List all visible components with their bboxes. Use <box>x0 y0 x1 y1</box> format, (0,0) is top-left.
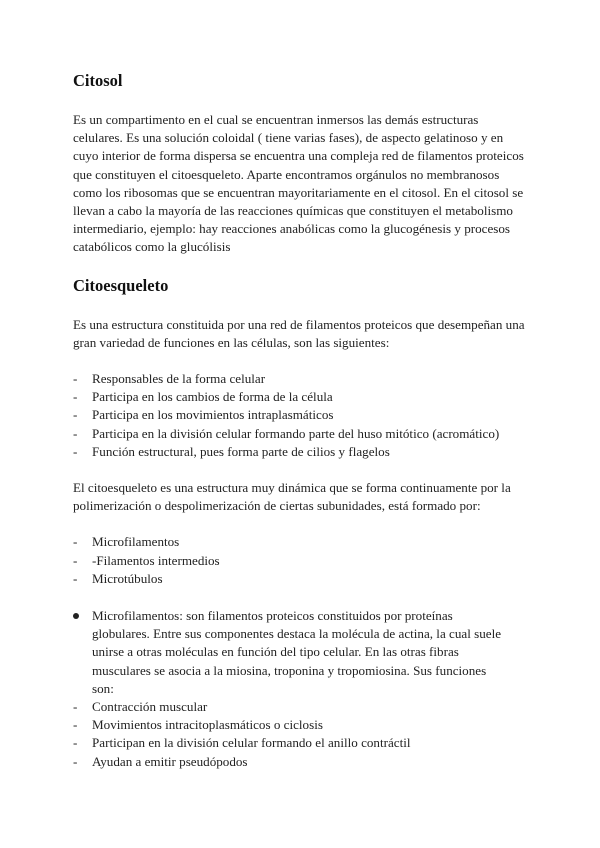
list-item-text: Contracción muscular <box>92 699 208 715</box>
dash-marker: - <box>73 552 78 568</box>
list-item <box>73 533 529 551</box>
paragraph-line: unirse a otras moléculas en función del tipo celular. En las otras fibras <box>92 644 459 660</box>
microfilament-functions-list <box>73 698 529 771</box>
list-item-text: Participa en la división celular formando parte del huso mitótico (acromático) <box>92 425 500 441</box>
paragraph-line: intermediario, ejemplo: hay reacciones anabólicas como la glucogénesis y procesos <box>73 221 511 237</box>
list-item <box>73 425 529 443</box>
dash-marker: - <box>73 570 78 586</box>
heading-citosol: Citosol <box>73 71 123 90</box>
dash-marker: - <box>73 407 78 423</box>
microfilaments-paragraph <box>92 607 529 698</box>
list-item-text: Participan en la división celular formando el anillo contráctil <box>92 735 411 751</box>
paragraph-line: El citoesqueleto es una estructura muy dinámica que se forma continuamente por la <box>73 480 511 496</box>
paragraph-line: llevan a cabo la mayoría de las reacciones químicas que constituyen el metabolismo <box>73 203 513 219</box>
dash-marker: - <box>73 717 78 733</box>
list-item <box>73 698 529 716</box>
list-item <box>73 406 529 424</box>
paragraph-line: Es una estructura constituida por una red de filamentos proteicos que desempeñan una <box>73 316 525 332</box>
functions-list <box>73 370 529 461</box>
citoesqueleto-intro <box>73 316 529 352</box>
paragraph-line: Es un compartimento en el cual se encuentran inmersos las demás estructuras <box>73 112 479 127</box>
list-item-text: Participa en los cambios de forma de la célula <box>92 389 333 405</box>
paragraph-line: musculares se asocia a la miosina, troponina y tropomiosina. Sus funciones <box>92 662 487 678</box>
list-item-text: Función estructural, pues forma parte de cilios y flagelos <box>92 443 390 459</box>
list-item <box>73 443 529 461</box>
dash-marker: - <box>73 699 78 715</box>
list-item-text: Microfilamentos <box>92 534 180 550</box>
paragraph-line: polimerización o despolimerización de ciertas subunidades, está formado por: <box>73 498 481 514</box>
dash-marker: - <box>73 425 78 441</box>
document-page <box>73 64 529 771</box>
list-item <box>73 753 529 771</box>
list-item-text: Microtúbulos <box>92 570 163 586</box>
dash-marker: - <box>73 443 78 459</box>
heading-citoesqueleto: Citoesqueleto <box>73 275 169 295</box>
paragraph-line: son: <box>92 680 114 696</box>
list-item-text: Participa en los movimientos intraplasmáticos <box>92 407 334 423</box>
paragraph-line: celulares. Es una solución coloidal ( tiene varias fases), de aspecto gelatinoso y en <box>73 130 504 146</box>
components-list <box>73 533 529 588</box>
list-item-text: Movimientos intracitoplasmáticos o ciclosis <box>92 717 323 733</box>
paragraph-line: como los ribosomas que se encuentran mayoritariamente en el citosol. En el citosol se <box>73 184 524 200</box>
list-item-text: -Filamentos intermedios <box>92 552 220 568</box>
list-item <box>73 370 529 388</box>
dash-marker: - <box>73 753 78 769</box>
microfilaments-bullet <box>73 607 529 698</box>
citoesqueleto-dynamic <box>73 479 529 515</box>
paragraph-line: que constituyen el citoesqueleto. Aparte encontramos orgánulos no membranosos <box>73 166 500 182</box>
paragraph-line: cuyo interior de forma dispersa se encuentra una compleja red de filamentos proteicos <box>73 148 524 164</box>
dash-marker: - <box>73 371 78 387</box>
list-item-text: Responsables de la forma celular <box>92 371 266 387</box>
dash-marker: - <box>73 735 78 751</box>
bullet-dot-icon <box>73 613 79 619</box>
list-item-text: Ayudan a emitir pseudópodos <box>92 753 248 769</box>
paragraph-line: catabólicos como la glucólisis <box>73 239 231 255</box>
list-item <box>73 716 529 734</box>
dash-marker: - <box>73 389 78 405</box>
citosol-paragraph <box>73 111 529 257</box>
paragraph-line: gran variedad de funciones en las células, son las siguientes: <box>73 334 390 350</box>
list-item <box>73 552 529 570</box>
list-item <box>73 734 529 752</box>
list-item <box>73 388 529 406</box>
list-item <box>73 570 529 588</box>
dash-marker: - <box>73 534 78 550</box>
paragraph-line: globulares. Entre sus componentes destaca la molécula de actina, la cual suele <box>92 626 502 642</box>
paragraph-line: Microfilamentos: son filamentos proteicos constituidos por proteínas <box>92 608 453 624</box>
